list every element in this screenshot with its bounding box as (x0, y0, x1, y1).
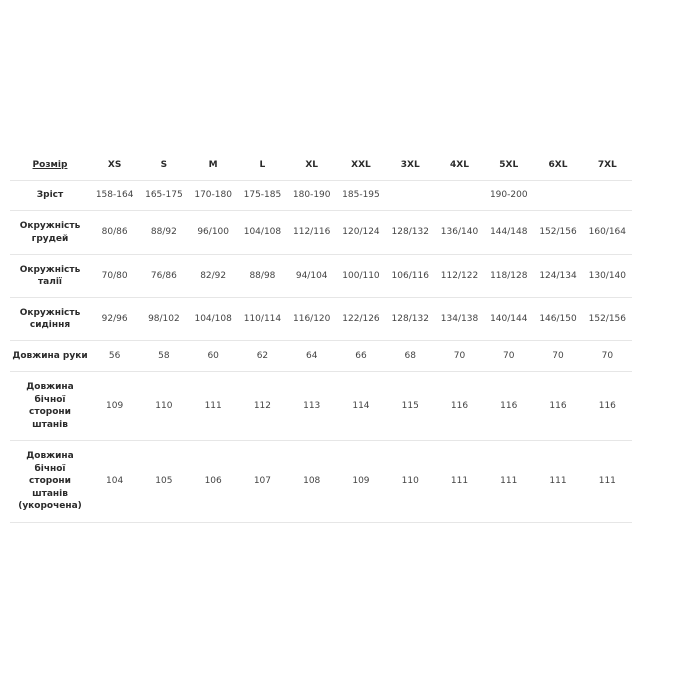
table-cell: 111 (533, 441, 582, 523)
size-column-header: XS (107, 159, 122, 170)
row-label (10, 372, 90, 441)
table-cell: 106/116 (386, 255, 435, 298)
row-label-line: штанів (32, 488, 68, 499)
table-cell: 112 (238, 372, 287, 441)
table-cell: 115 (386, 372, 435, 441)
table-cell: 68 (386, 341, 435, 372)
table-row (10, 441, 632, 523)
table-cell: 109 (336, 441, 385, 523)
size-column-header: XXL (351, 159, 371, 170)
size-column-header: L (259, 159, 266, 170)
size-column-header: 7XL (597, 159, 617, 170)
table-cell: 70 (533, 341, 582, 372)
size-column-header: 4XL (450, 159, 469, 170)
table-cell: 134/138 (435, 298, 484, 341)
row-label-line: бічної (34, 394, 66, 405)
table-cell (386, 181, 435, 211)
table-cell: 116 (435, 372, 484, 441)
table-cell: 106 (189, 441, 238, 523)
row-label (10, 181, 90, 211)
size-column-header: M (208, 159, 218, 170)
table-cell: 70 (583, 341, 632, 372)
table-cell: 175-185 (238, 181, 287, 211)
table-cell: 116/120 (287, 298, 336, 341)
table-cell: 107 (238, 441, 287, 523)
row-label-line: Довжина (26, 451, 74, 462)
table-cell: 111 (583, 441, 632, 523)
row-label-line: (укорочена) (18, 501, 82, 512)
table-cell: 112/122 (435, 255, 484, 298)
table-body (10, 181, 632, 523)
row-label-line: сторони (29, 407, 71, 417)
row-label (10, 341, 90, 372)
row-label-line: Окружність (19, 221, 81, 231)
table-cell: 130/140 (583, 255, 632, 298)
table-cell: 128/132 (386, 298, 435, 341)
table-cell: 160/164 (583, 211, 632, 255)
table-cell: 110 (386, 441, 435, 523)
table-cell: 110 (139, 372, 188, 441)
table-cell: 70 (435, 341, 484, 372)
table-cell: 158-164 (90, 181, 139, 211)
table-cell: 100/110 (336, 255, 385, 298)
table-cell: 105 (139, 441, 188, 523)
table-cell: 170-180 (189, 181, 238, 211)
table-row (10, 211, 632, 255)
table-cell: 88/98 (238, 255, 287, 298)
table-cell: 116 (533, 372, 582, 441)
row-label-line: сидіння (29, 320, 71, 330)
table-cell: 56 (90, 341, 139, 372)
table-cell: 116 (583, 372, 632, 441)
table-cell: 124/134 (533, 255, 582, 298)
table-cell: 116 (484, 372, 533, 441)
table-cell: 152/156 (583, 298, 632, 341)
table-cell: 104/108 (189, 298, 238, 341)
table-cell: 165-175 (139, 181, 188, 211)
table-cell: 104 (90, 441, 139, 523)
table-cell: 88/92 (139, 211, 188, 255)
table-cell: 140/144 (484, 298, 533, 341)
table-cell: 76/86 (139, 255, 188, 298)
header-row (10, 150, 632, 181)
table-cell: 111 (484, 441, 533, 523)
table-cell: 62 (238, 341, 287, 372)
table-row (10, 255, 632, 298)
table-cell: 111 (189, 372, 238, 441)
table-cell: 114 (336, 372, 385, 441)
row-label-line: Довжина (26, 382, 74, 392)
row-label-line: Зріст (36, 190, 64, 201)
table-cell: 120/124 (336, 211, 385, 255)
table-cell: 118/128 (484, 255, 533, 298)
row-label (10, 441, 90, 523)
table-row (10, 341, 632, 372)
size-column-header: XL (305, 159, 319, 170)
table-cell (583, 181, 632, 211)
table-cell: 70 (484, 341, 533, 372)
row-label (10, 211, 90, 255)
table-cell: 190-200 (484, 181, 533, 211)
row-label-line: грудей (31, 233, 69, 244)
table-cell: 60 (189, 341, 238, 372)
table-cell: 180-190 (287, 181, 336, 211)
table-cell: 136/140 (435, 211, 484, 255)
table-cell (435, 181, 484, 211)
table-cell: 66 (336, 341, 385, 372)
row-label (10, 255, 90, 298)
table-cell: 98/102 (139, 298, 188, 341)
row-label-line: талії (37, 277, 63, 287)
table-row (10, 298, 632, 341)
size-column-header: 3XL (400, 159, 420, 170)
table-cell: 128/132 (386, 211, 435, 255)
row-label-line: Окружність (19, 264, 81, 275)
table-cell: 94/104 (287, 255, 336, 298)
table-cell: 80/86 (90, 211, 139, 255)
size-chart (10, 150, 632, 523)
table-row (10, 372, 632, 441)
table-cell: 110/114 (238, 298, 287, 341)
size-header[interactable] (10, 150, 90, 181)
size-column-header: 5XL (499, 159, 519, 170)
table-cell (533, 181, 582, 211)
table-cell: 58 (139, 341, 188, 372)
size-column-header: S (160, 159, 168, 170)
table-cell: 111 (435, 441, 484, 523)
table-cell: 113 (287, 372, 336, 441)
table-cell: 96/100 (189, 211, 238, 255)
table-cell: 92/96 (90, 298, 139, 341)
table-cell: 112/116 (287, 211, 336, 255)
table-cell: 152/156 (533, 211, 582, 255)
table-cell: 104/108 (238, 211, 287, 255)
table-cell: 122/126 (336, 298, 385, 341)
table-cell: 82/92 (189, 255, 238, 298)
size-table (10, 150, 632, 523)
row-label-line: бічної (34, 463, 66, 474)
table-cell: 109 (90, 372, 139, 441)
size-header-link[interactable]: Розмір (32, 159, 68, 170)
table-cell: 64 (287, 341, 336, 372)
table-cell: 185-195 (336, 181, 385, 211)
table-cell: 108 (287, 441, 336, 523)
row-label-line: Довжина руки (12, 350, 88, 361)
row-label-line: сторони (29, 476, 71, 487)
row-label (10, 298, 90, 341)
table-cell: 144/148 (484, 211, 533, 255)
table-cell: 70/80 (90, 255, 139, 298)
size-column-header: 6XL (548, 159, 568, 170)
table-row (10, 181, 632, 211)
row-label-line: Окружність (19, 307, 81, 318)
table-cell: 146/150 (533, 298, 582, 341)
row-label-line: штанів (32, 419, 68, 430)
